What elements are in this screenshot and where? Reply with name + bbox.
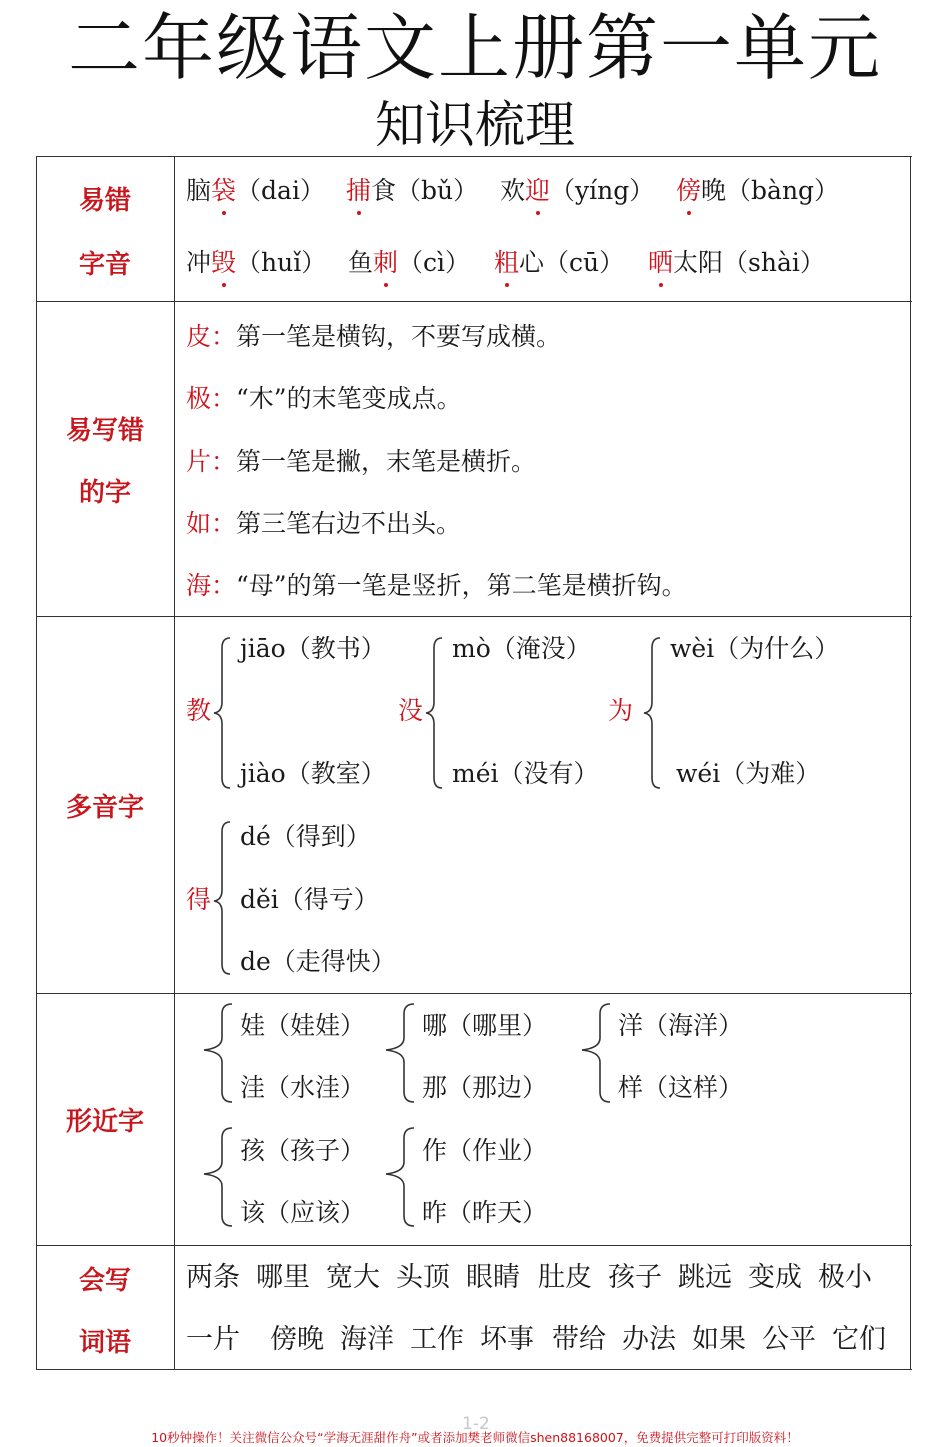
pronunciation-item: 粗心（cū）: [494, 246, 624, 280]
vocabulary-word: 两条: [186, 1262, 240, 1293]
section-label-vocabulary-2: 词语: [78, 1328, 131, 1358]
vocabulary-word: 跳远: [678, 1262, 732, 1293]
brace-icon: [382, 1126, 416, 1236]
polyphonic-char: 没: [398, 696, 424, 725]
pronunciation-item: 鱼刺（cì）: [348, 246, 470, 280]
vocabulary-word: 一片: [186, 1324, 240, 1355]
writing-rule: 极：“木”的末笔变成点。: [186, 384, 462, 413]
section-label-similar: 形近字: [65, 1107, 144, 1137]
similar-char: 娃（娃娃）: [240, 1011, 366, 1040]
polyphonic-reading: jiào（教室）: [240, 759, 386, 788]
page-title: 二年级语文上册第一单元: [67, 6, 882, 90]
brace-icon: [640, 636, 664, 796]
table-border: [36, 156, 37, 1370]
similar-char: 哪（哪里）: [422, 1011, 548, 1040]
polyphonic-reading: wéi（为难）: [676, 759, 821, 788]
vocabulary-word: 眼睛: [466, 1262, 520, 1293]
section-label-writing: 易写错: [65, 416, 144, 446]
column-divider: [174, 156, 175, 1370]
brace-icon: [200, 1002, 234, 1112]
polyphonic-reading: jiāo（教书）: [240, 634, 386, 663]
writing-rule: 皮：第一笔是横钩，不要写成横。: [186, 322, 562, 351]
similar-char: 昨（昨天）: [422, 1198, 548, 1227]
section-label-writing-2: 的字: [78, 478, 131, 508]
similar-char: 该（应该）: [240, 1198, 366, 1227]
knowledge-table: [36, 156, 912, 1370]
brace-icon: [210, 636, 234, 796]
footer-notice: 10秒钟操作！关注微信公众号“学海无涯甜作舟”或者添加樊老师微信shen88168007，免费提供完整可打印版资料！: [151, 1430, 799, 1445]
polyphonic-char: 得: [186, 885, 212, 914]
pronunciation-item: 晒太阳（shài）: [648, 246, 825, 280]
brace-icon: [200, 1126, 234, 1236]
section-label-polyphonic: 多音字: [65, 793, 144, 823]
polyphonic-char: 为: [608, 696, 634, 725]
brace-icon: [382, 1002, 416, 1112]
similar-char: 洼（水洼）: [240, 1073, 366, 1102]
pronunciation-item: 冲毁（huǐ）: [186, 246, 326, 280]
row-divider: [36, 301, 912, 302]
section-label-vocabulary: 会写: [78, 1266, 131, 1296]
brace-icon: [422, 636, 446, 796]
vocabulary-word: 肚皮: [538, 1262, 592, 1293]
polyphonic-reading: děi（得亏）: [240, 885, 379, 914]
vocabulary-word: 傍晚: [270, 1324, 324, 1355]
vocabulary-word: 带给: [552, 1324, 606, 1355]
polyphonic-char: 教: [186, 696, 212, 725]
vocabulary-word: 极小: [818, 1262, 872, 1293]
page-subtitle: 知识梳理: [375, 96, 575, 154]
pronunciation-item: 捕食（bǔ）: [346, 174, 478, 208]
page-number: 1-2: [462, 1414, 490, 1434]
writing-rule: 海：“母”的第一笔是竖折，第二笔是横折钩。: [186, 571, 687, 600]
vocabulary-word: 它们: [832, 1324, 886, 1355]
brace-icon: [210, 820, 234, 980]
polyphonic-reading: méi（没有）: [452, 759, 599, 788]
vocabulary-word: 哪里: [256, 1262, 310, 1293]
section-label-pronunciation: 易错: [78, 186, 131, 216]
similar-char: 作（作业）: [422, 1136, 548, 1165]
vocabulary-word: 宽大: [326, 1262, 380, 1293]
vocabulary-word: 坏事: [480, 1324, 534, 1355]
table-border: [910, 156, 911, 1370]
row-divider: [36, 616, 912, 617]
similar-char: 样（这样）: [618, 1073, 744, 1102]
pronunciation-item: 脑袋（dai）: [186, 174, 325, 208]
vocabulary-word: 工作: [410, 1324, 464, 1355]
row-divider: [36, 993, 912, 994]
vocabulary-word: 变成: [748, 1262, 802, 1293]
pronunciation-item: 欢迎（yíng）: [500, 174, 654, 208]
vocabulary-word: 公平: [762, 1324, 816, 1355]
vocabulary-word: 如果: [692, 1324, 746, 1355]
vocabulary-word: 头顶: [396, 1262, 450, 1293]
writing-rule: 如：第三笔右边不出头。: [186, 509, 462, 538]
pronunciation-item: 傍晚（bàng）: [676, 174, 839, 208]
table-border: [36, 156, 912, 157]
vocabulary-word: 孩子: [608, 1262, 662, 1293]
similar-char: 孩（孩子）: [240, 1136, 366, 1165]
row-divider: [36, 1245, 912, 1246]
polyphonic-reading: mò（淹没）: [452, 634, 591, 663]
polyphonic-reading: wèi（为什么）: [670, 634, 840, 663]
vocabulary-word: 办法: [622, 1324, 676, 1355]
similar-char: 洋（海洋）: [618, 1011, 744, 1040]
table-border: [36, 1369, 912, 1370]
similar-char: 那（那边）: [422, 1073, 548, 1102]
section-label-pronunciation-2: 字音: [78, 250, 131, 280]
polyphonic-reading: de（走得快）: [240, 947, 396, 976]
brace-icon: [578, 1002, 612, 1112]
polyphonic-reading: dé（得到）: [240, 822, 371, 851]
writing-rule: 片：第一笔是撇，末笔是横折。: [186, 447, 537, 476]
vocabulary-word: 海洋: [340, 1324, 394, 1355]
